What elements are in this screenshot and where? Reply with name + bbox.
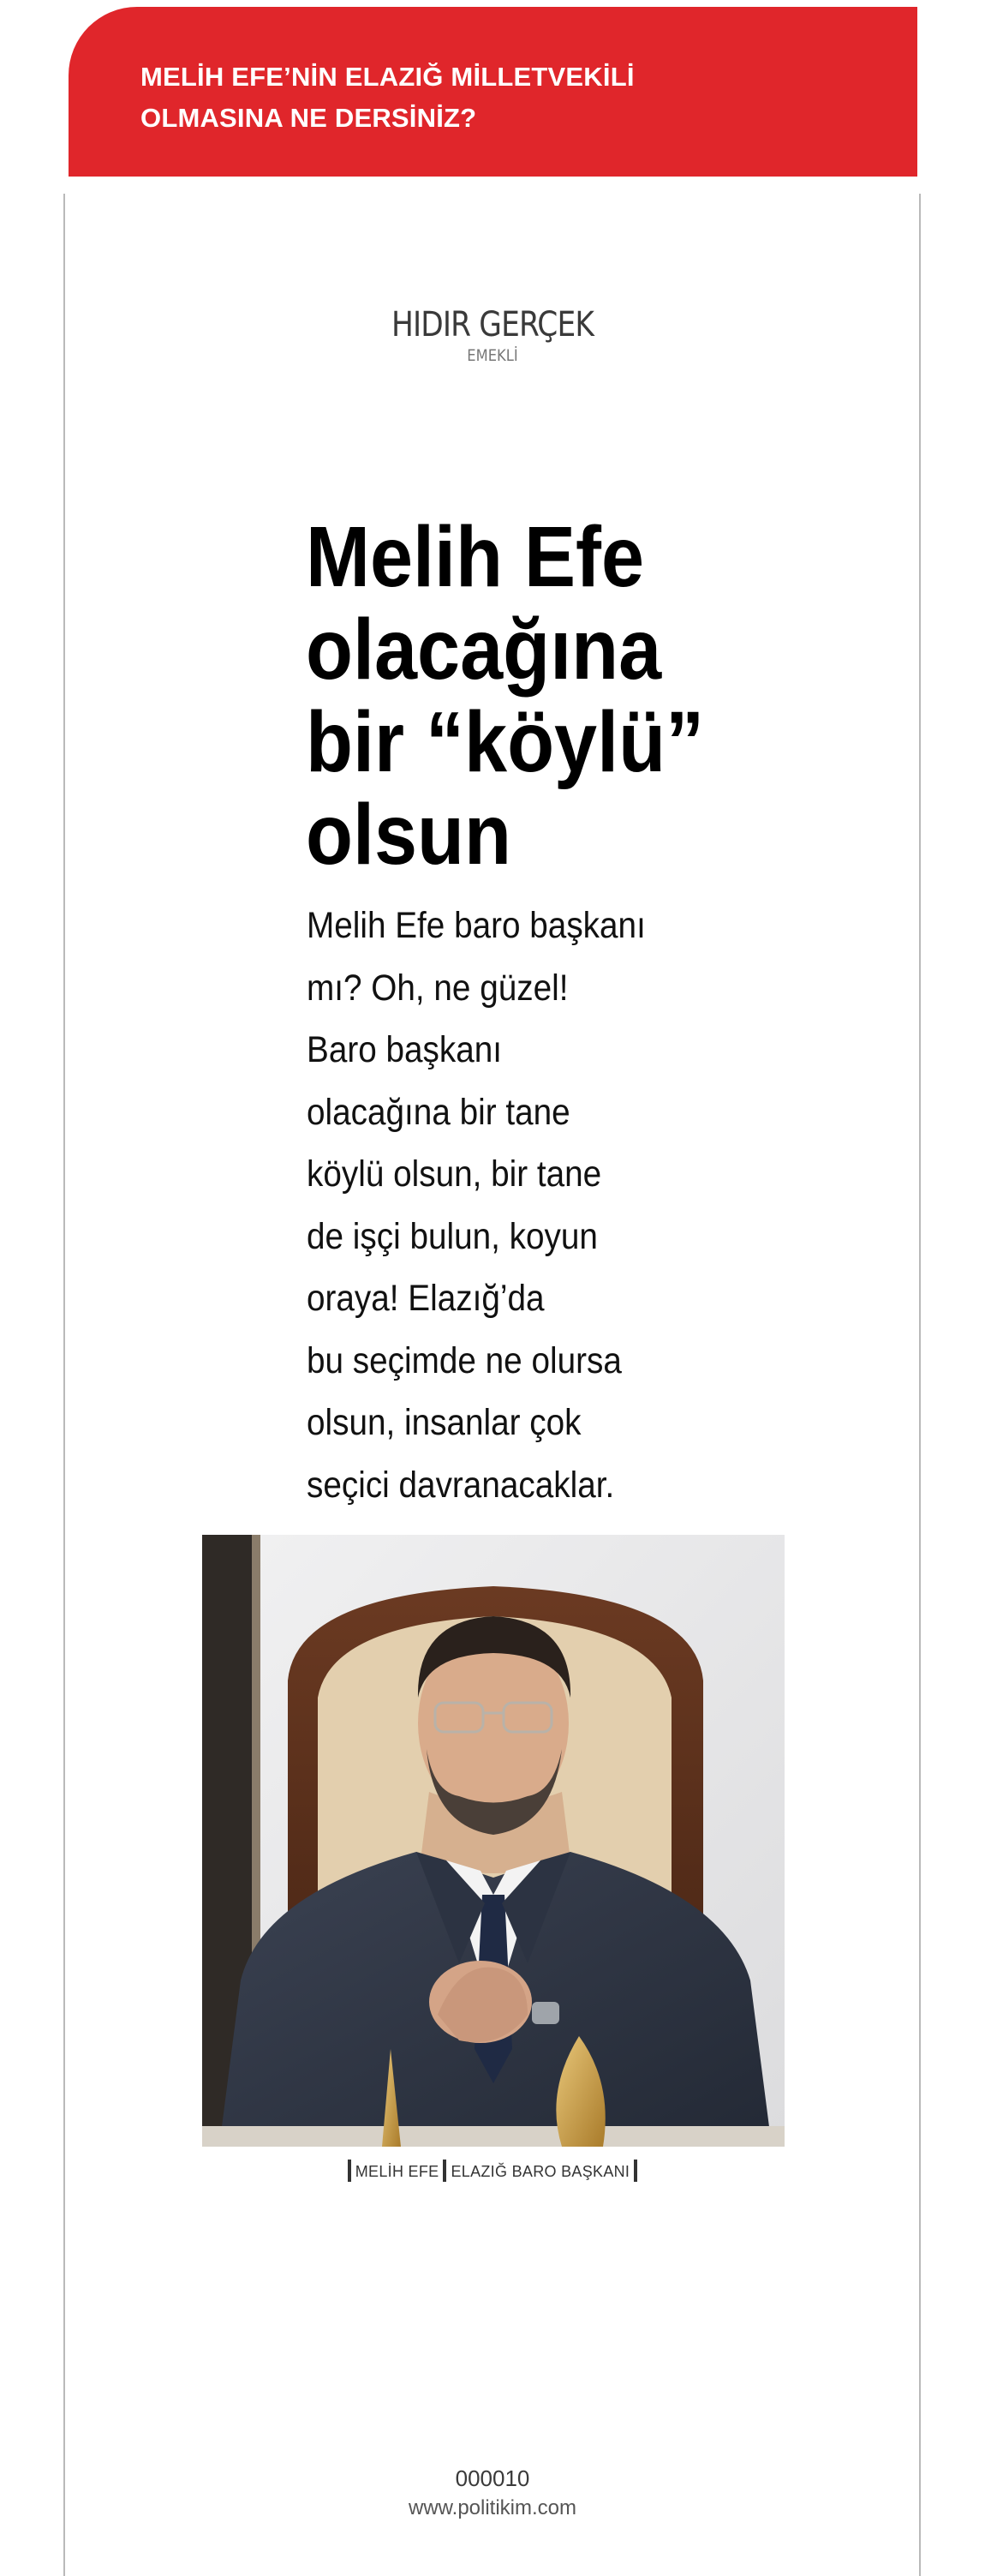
- banner-line-2: OLMASINA NE DERSİNİZ?: [140, 103, 477, 133]
- frame-right-rule: [919, 194, 921, 2576]
- headline-line-2: olacağına: [306, 602, 662, 698]
- site-url[interactable]: www.politikim.com: [408, 2496, 577, 2519]
- lede-line-3: Baro başkanı: [307, 1029, 503, 1070]
- article-headline: [306, 511, 707, 881]
- page-number: 000010: [455, 2465, 530, 2491]
- caption-separator: [634, 2160, 637, 2182]
- lede-line-2: mı? Oh, ne güzel!: [307, 967, 569, 1009]
- headline-line-1: Melih Efe: [306, 509, 645, 605]
- section-banner: [69, 7, 917, 177]
- caption-separator: [443, 2160, 446, 2182]
- lede-line-7: oraya! Elazığ’da: [307, 1278, 545, 1319]
- author-role: EMEKLİ: [467, 346, 518, 365]
- portrait-illustration: [202, 1535, 785, 2147]
- photo-caption: [0, 2160, 985, 2182]
- lede-line-9: olsun, insanlar çok: [307, 1402, 582, 1443]
- author-name: HIDIR GERÇEK: [391, 305, 594, 344]
- caption-name: MELİH EFE: [355, 2163, 439, 2180]
- page-footer: [0, 2463, 985, 2523]
- author-block: [0, 305, 985, 365]
- lede-line-5: köylü olsun, bir tane: [307, 1153, 602, 1195]
- frame-left-rule: [63, 194, 65, 2576]
- lede-line-10: seçici davranacaklar.: [307, 1464, 615, 1506]
- caption-separator: [348, 2160, 351, 2182]
- banner-line-1: MELİH EFE’NİN ELAZIĞ MİLLETVEKİLİ: [140, 62, 635, 92]
- portrait-photo: [202, 1535, 785, 2147]
- lede-line-4: olacağına bir tane: [307, 1091, 570, 1133]
- caption-title: ELAZIĞ BARO BAŞKANI: [451, 2163, 630, 2180]
- headline-line-4: olsun: [306, 787, 511, 883]
- headline-line-3: bir “köylü”: [306, 694, 705, 790]
- lede-line-8: bu seçimde ne olursa: [307, 1339, 622, 1381]
- article-lede: [307, 895, 707, 1516]
- lede-line-1: Melih Efe baro başkanı: [307, 905, 646, 946]
- lede-line-6: de işçi bulun, koyun: [307, 1215, 598, 1257]
